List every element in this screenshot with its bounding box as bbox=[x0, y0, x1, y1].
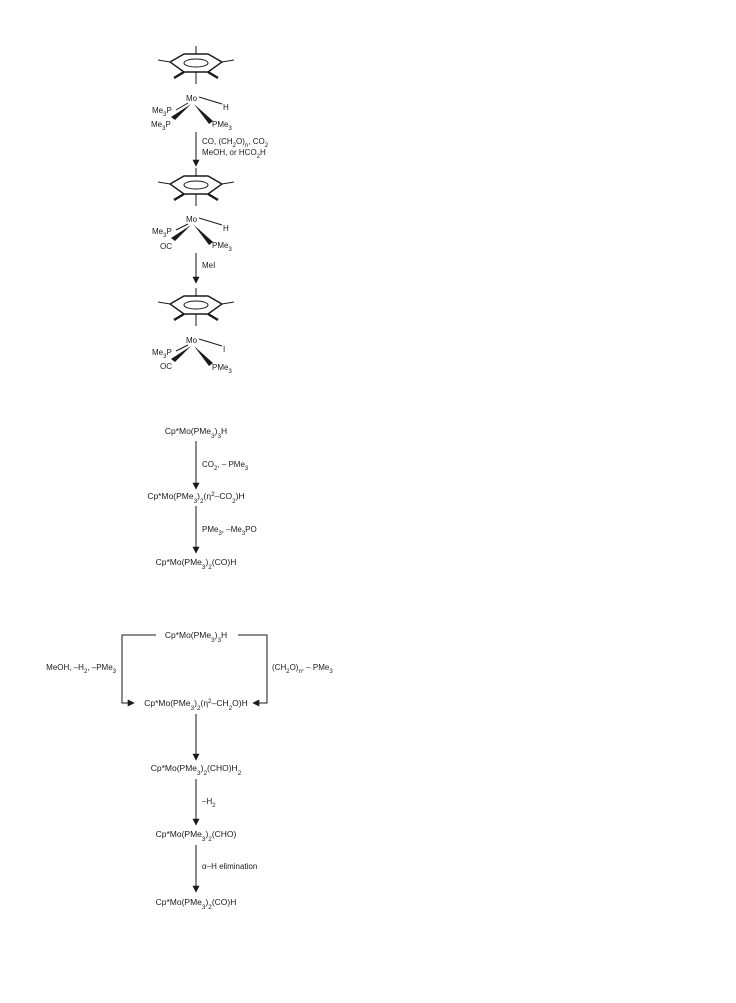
ligand-iodide: I bbox=[223, 345, 226, 354]
right-pathway-arrow bbox=[238, 635, 267, 703]
scheme3-step-h2: $-H_2$ bbox=[202, 797, 216, 809]
scheme-3 bbox=[46, 630, 333, 911]
metal-label: Mo bbox=[186, 336, 198, 345]
step-2-reagent: MeI bbox=[202, 261, 216, 270]
metal-label: Mo bbox=[186, 215, 198, 224]
scheme3-left-conditions: MeOH, $-H_2$, –PMe$_3$ bbox=[46, 663, 116, 675]
scheme2-start: $Cp*Mo(PMe_3)_3H$ bbox=[164, 426, 228, 440]
bond-mo-p2-wedge bbox=[194, 346, 213, 366]
bond-mo-i bbox=[199, 339, 222, 346]
ligand-pme3: $Me_3P$ bbox=[152, 348, 172, 360]
bond-mo-h bbox=[199, 218, 222, 225]
complex-2-structure bbox=[152, 168, 234, 253]
ligand-pme3: $Me_3P$ bbox=[152, 227, 172, 239]
scheme3-start: $Cp*Mo(PMe_3)_3H$ bbox=[164, 630, 228, 644]
bond-mo-p2-wedge bbox=[194, 225, 213, 245]
scheme3-product: $Cp*Mo(PMe_3)_2(CO)H$ bbox=[155, 897, 237, 911]
ligand-hydride: H bbox=[223, 224, 229, 233]
scheme2-intermediate: $Cp*Mo(PMe_3)_2(\eta^2-CO_2)H$ bbox=[147, 490, 245, 505]
left-pathway-arrow bbox=[122, 635, 156, 703]
bond-mo-p2-wedge bbox=[171, 104, 191, 120]
step-1-conditions-line1: CO, $(CH_2O)_n$, $CO_2$ bbox=[202, 137, 269, 149]
scheme3-right-conditions: $(CH_2O)_n$, – PMe$_3$ bbox=[272, 663, 333, 675]
step-1-conditions-line2: MeOH, or $HCO_2H$ bbox=[202, 148, 266, 160]
ligand-pme3-2: $Me_3P$ bbox=[151, 120, 171, 132]
ligand-pme3-3: PMe$_3$ bbox=[212, 120, 232, 132]
ligand-pme3-2: PMe$_3$ bbox=[212, 363, 232, 375]
scheme2-product: $Cp*Mo(PMe_3)_2(CO)H$ bbox=[155, 557, 237, 571]
scheme3-intermediate3: $Cp*Mo(PMe_3)_2(CHO)$ bbox=[155, 829, 237, 843]
complex-3-structure bbox=[152, 288, 234, 375]
cp-star-ring-icon bbox=[158, 46, 234, 84]
scheme3-intermediate2: $Cp*Mo(PMe_3)_2(CHO)H_2$ bbox=[150, 763, 242, 777]
scheme2-step1: $CO_2$, – PMe$_3$ bbox=[202, 460, 249, 472]
ligand-co: OC bbox=[160, 242, 172, 251]
scheme3-step-elim: α–H elimination bbox=[202, 862, 258, 871]
scheme-2 bbox=[147, 426, 256, 571]
scheme2-step2: PMe$_3$, $-Me_3PO$ bbox=[202, 525, 257, 537]
complex-1-structure bbox=[151, 46, 234, 132]
scheme3-intermediate1: $Cp*Mo(PMe_3)_2(\eta^2-CH_2O)H$ bbox=[144, 697, 248, 712]
ligand-hydride: H bbox=[223, 103, 229, 112]
ligand-pme3-1: $Me_3P$ bbox=[152, 106, 172, 118]
cp-star-ring-icon bbox=[158, 168, 234, 206]
ligand-co: OC bbox=[160, 362, 172, 371]
bond-mo-h bbox=[199, 97, 222, 104]
ligand-pme3-2: PMe$_3$ bbox=[212, 241, 232, 253]
bond-mo-p1 bbox=[176, 103, 188, 110]
bond-mo-p3-wedge bbox=[194, 104, 213, 124]
scheme-1 bbox=[151, 46, 269, 375]
cp-star-ring-icon bbox=[158, 288, 234, 326]
metal-label: Mo bbox=[186, 94, 198, 103]
